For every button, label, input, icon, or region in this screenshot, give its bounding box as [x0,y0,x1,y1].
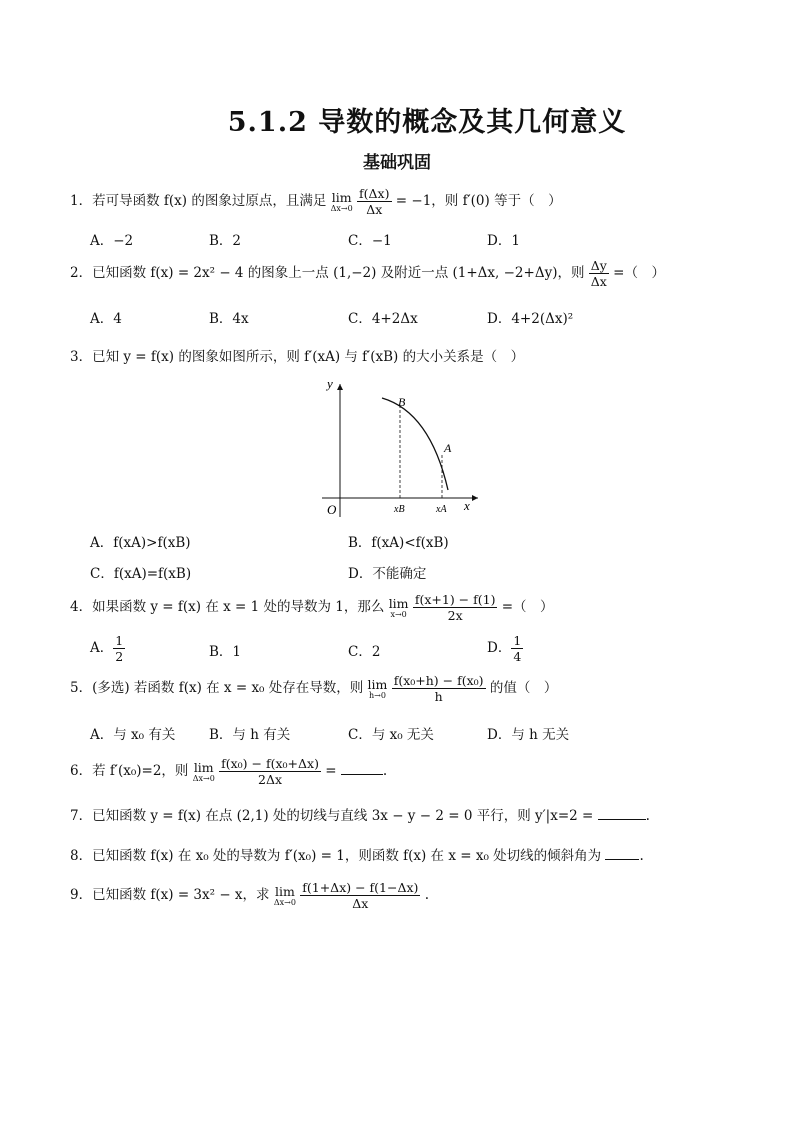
origin-label: O [327,502,337,517]
section-subtitle: 基础巩固 [363,153,431,173]
q1-stem-end: = −1，则 f′(0) 等于（ ） [395,193,562,209]
q9-stem-start: 9．已知函数 f(x) = 3x² − x，求 [70,887,274,903]
q2-numerator: Δy [590,258,607,273]
q1-stem-start: 1．若可导函数 [70,193,164,209]
q4-lim-word: lim [388,595,409,611]
question-2 [70,258,665,289]
q6-limit [193,761,215,783]
q1-stem-mid: 的图象过原点，且满足 [187,193,331,209]
q8-stem: 8．已知函数 f(x) 在 x₀ 处的导数为 f′(x₀) = 1，则函数 f(x) 在 x = x₀ 处切线的倾斜角为 [70,848,602,864]
q5-limit [368,678,388,700]
question-9 [70,880,429,911]
q2-stem-start: 2．已知函数 f(x) = 2x² − 4 的图象上一点 (1,−2) 及附近一点 (1+Δx, −2+Δy)，则 [70,265,589,281]
curve [382,398,448,490]
q9-numerator: f(1+Δx) − f(1−Δx) [302,880,419,895]
q7-stem: 7．已知函数 y = f(x) 在点 (2,1) 处的切线与直线 3x − y − 2 = 0 平行，则 y′|x=2 = [70,808,594,824]
q4-option-a-den: 2 [115,649,124,664]
q5-fraction [392,673,486,704]
q2-denominator: Δx [590,274,607,289]
q9-lim-sub: Δx→0 [273,897,296,907]
q2-option-b: B．4x [209,311,249,327]
q5-option-b: B．与 h 有关 [209,727,291,743]
q4-lim-sub: x→0 [390,609,407,619]
q7-period: . [645,808,650,824]
q1-option-d: D．1 [487,233,520,249]
q4-option-a-label: A． [90,640,114,656]
q4-option-b: B．1 [209,644,242,660]
q2-option-a: A．4 [90,311,122,327]
q2-option-d: D．4+2(Δx)² [487,311,574,327]
q6-denominator: 2Δx [258,772,283,787]
q1-option-b: B．2 [209,233,242,249]
q1-option-a: A．−2 [90,233,134,249]
q2-option-c: C．4+2Δx [348,311,418,327]
question-4 [70,592,554,623]
page-title: 5.1.2 导数的概念及其几何意义 [227,107,627,138]
q4-stem-end: =（ ） [501,599,554,615]
q6-numerator: f(x₀) − f(x₀+Δx) [221,756,319,771]
q8-period: . [639,848,644,864]
q5-numerator: f(x₀+h) − f(x₀) [393,673,484,688]
q9-lim-word: lim [274,883,295,899]
question-1 [70,186,562,217]
question-8 [70,846,644,866]
q5-option-d: D．与 h 无关 [487,727,570,743]
point-b-label: B [398,395,406,409]
q6-lim-sub: Δx→0 [192,773,215,783]
q2-stem-end: =（ ） [613,265,665,281]
q5-option-a: A．与 x₀ 有关 [90,727,176,743]
tick-label-xb: xB [394,504,405,515]
q5-lim-word: lim [367,676,388,692]
q1-option-c: C．−1 [348,233,392,249]
q1-denominator: Δx [366,202,383,217]
point-a-label: A [444,441,452,455]
q2-fraction [589,258,609,289]
q4-denominator: 2x [447,608,463,623]
q6-stem-start: 6．若 f′(x₀)=2，则 [70,763,193,779]
q4-option-a [90,633,125,664]
q8-answer-blank[interactable] [605,859,639,860]
q6-stem-end: = [325,763,337,779]
q5-stem-end: 的值（ ） [489,680,558,696]
q3-function-graph [310,372,490,522]
q9-denominator: Δx [352,896,369,911]
q1-numerator: f(Δx) [359,186,390,201]
q3-option-b: B．f(xA)<f(xB) [348,535,449,551]
q6-fraction [219,756,321,787]
q3-option-d: D．不能确定 [348,566,427,582]
q5-option-c: C．与 x₀ 无关 [348,727,434,743]
question-6 [70,756,387,787]
q4-option-d-label: D． [487,640,512,656]
tick-label-xa: xA [436,504,447,515]
q7-answer-blank[interactable] [598,819,646,820]
q1-limit [331,191,353,213]
q4-option-d-num: 1 [513,633,522,648]
q4-stem-start: 4．如果函数 y = f(x) 在 x = 1 处的导数为 1，那么 [70,599,389,615]
question-7 [70,806,650,826]
q1-fx: f(x) [163,193,188,209]
q4-numerator: f(x+1) − f(1) [414,592,496,607]
q1-lim-sub: Δx→0 [330,203,353,213]
q6-answer-blank[interactable] [341,774,383,775]
q4-option-d-fraction [511,633,523,664]
q9-fraction [300,880,420,911]
q5-denominator: h [434,689,443,704]
q1-fraction [357,186,391,217]
q4-option-a-fraction [113,633,125,664]
q9-limit [274,885,296,907]
y-axis-label: y [327,376,333,391]
q4-option-d [487,633,523,664]
q4-fraction [413,592,498,623]
x-axis-label: x [464,498,470,513]
q5-lim-sub: h→0 [369,690,386,700]
q4-option-d-den: 4 [513,649,522,664]
q9-stem-end: . [424,887,430,903]
question-5 [70,673,557,704]
q6-period: . [382,763,388,779]
q5-stem-start: 5．(多选) 若函数 f(x) 在 x = x₀ 处存在导数，则 [70,680,368,696]
q6-lim-word: lim [193,759,214,775]
q4-option-c: C．2 [348,644,381,660]
q3-option-c: C．f(xA)=f(xB) [90,566,192,582]
q1-lim-word: lim [331,189,352,205]
question-3: 3．已知 y = f(x) 的图象如图所示，则 f′(xA) 与 f′(xB) 的大小关系是（ ） [70,349,525,365]
q4-option-a-num: 1 [115,633,124,648]
q3-option-a: A．f(xA)>f(xB) [90,535,191,551]
q4-limit [389,597,409,619]
